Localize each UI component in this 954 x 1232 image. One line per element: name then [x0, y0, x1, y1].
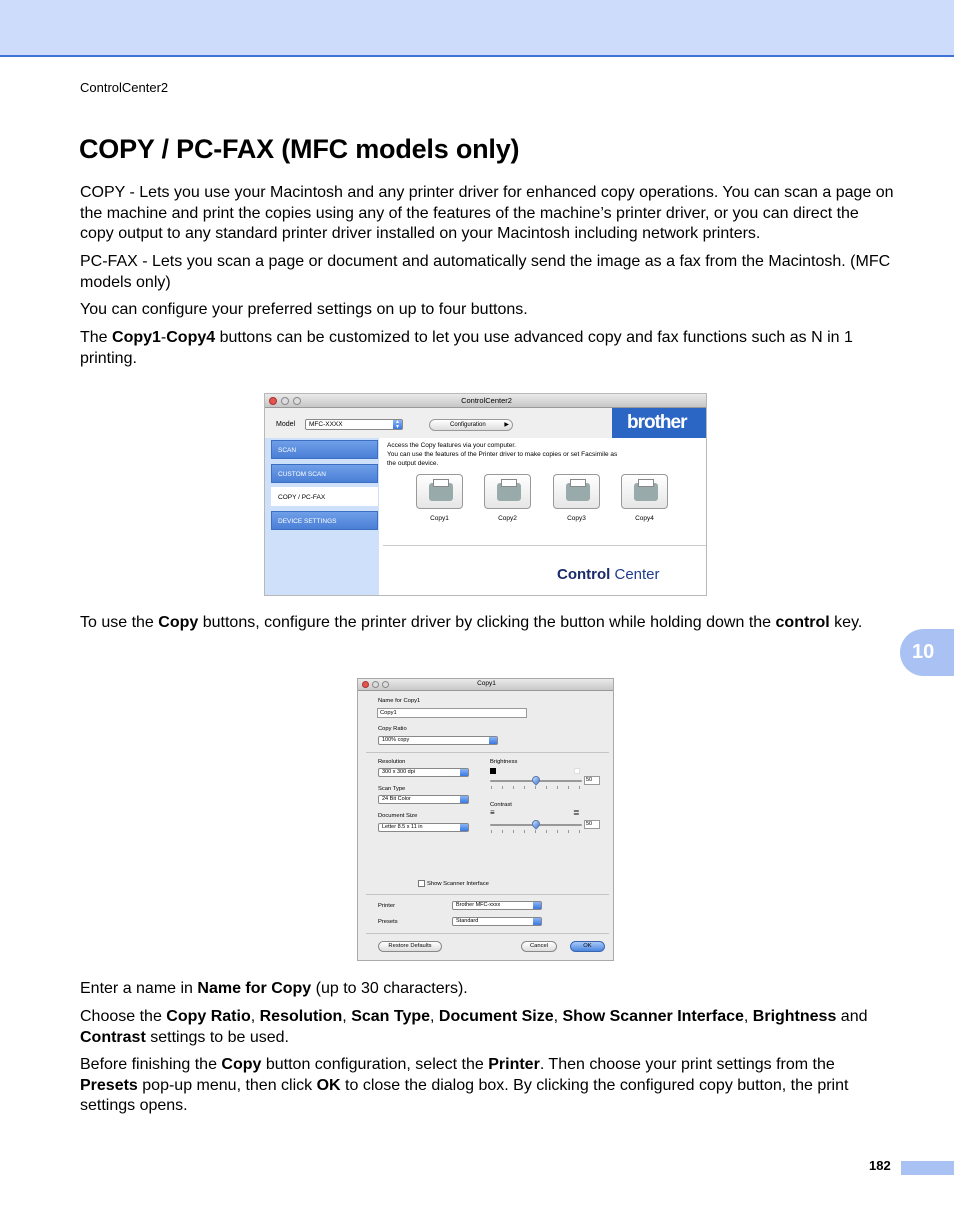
configuration-button[interactable]: [429, 419, 513, 431]
chapter-tab: 10: [900, 629, 954, 676]
model-label: Model: [276, 421, 296, 428]
contrast-slider-thumb[interactable]: [530, 818, 541, 829]
copy2-button[interactable]: [484, 474, 531, 509]
ok-button[interactable]: OK: [570, 941, 605, 952]
paragraph-copy-buttons: The Copy1-Copy4 buttons can be customized to let you use advanced copy and fax functions such as N in 1 printing.: [80, 329, 853, 367]
printer-icon: [429, 483, 453, 501]
paragraph-copy: COPY - Lets you use your Macintosh and any printer driver for enhanced copy operations. You can scan a page on the machine and print the copies using any of the features of the machine’s printer driver, or you can direct the copy output to any standard printer driver installed on your Macintosh including network printers.: [80, 184, 894, 242]
popup-arrows-icon: [460, 824, 468, 831]
high-contrast-icon: ≣: [573, 808, 580, 817]
document-size-select[interactable]: [378, 823, 469, 832]
resolution-label: Resolution: [378, 759, 406, 765]
copy3-label: Copy3: [567, 515, 586, 522]
presets-select[interactable]: [452, 917, 542, 926]
copy-ratio-select[interactable]: [378, 736, 498, 745]
printer-icon: [634, 483, 658, 501]
restore-defaults-button[interactable]: Restore Defaults: [378, 941, 442, 952]
popup-arrows-icon: [460, 796, 468, 803]
brightness-label: Brightness: [490, 759, 518, 765]
document-size-label: Document Size: [378, 813, 418, 819]
sidebar-item-device-settings[interactable]: DEVICE SETTINGS: [271, 511, 378, 530]
copy-ratio-label: Copy Ratio: [378, 726, 407, 732]
document-size-value: Letter 8.5 x 11 in: [382, 824, 423, 830]
printer-icon: [566, 483, 590, 501]
description-line: You can use the features of the Printer driver to make copies or set Facsimile as: [387, 451, 618, 458]
description-line: the output device.: [387, 460, 439, 467]
slider-ticks: [491, 830, 583, 833]
window-titlebar: [265, 394, 707, 408]
copy1-button[interactable]: [416, 474, 463, 509]
name-field[interactable]: Copy1: [377, 708, 527, 718]
running-head: ControlCenter2: [80, 80, 169, 95]
printer-value: Brother MFC-xxxx: [456, 902, 501, 908]
scan-type-value: 24 Bit Color: [382, 796, 411, 802]
presets-value: Standard: [456, 918, 479, 924]
page-number: 182: [869, 1158, 891, 1173]
printer-select[interactable]: [452, 901, 542, 910]
controlcenter-window: [264, 393, 707, 596]
brightness-slider-thumb[interactable]: [530, 774, 541, 785]
printer-label: Printer: [378, 903, 396, 909]
show-scanner-checkbox[interactable]: [418, 880, 425, 887]
printer-icon: [497, 483, 521, 501]
sidebar-item-custom-scan[interactable]: CUSTOM SCAN: [271, 464, 378, 483]
copy-ratio-value: 100% copy: [382, 737, 410, 743]
control-center-logo: Control Center: [557, 566, 660, 583]
popup-arrows-icon: [533, 902, 541, 909]
separator: [366, 752, 609, 753]
separator: [366, 933, 609, 934]
model-value: MFC-XXXX: [309, 421, 343, 428]
paragraph-before-finishing: Before finishing the Copy button configuration, select the Printer. Then choose your print settings from the Presets pop-up menu, then click OK to close the dialog box. By clicking the configured copy button, the print settings opens.: [80, 1056, 849, 1114]
brand-logo: brother: [612, 408, 707, 438]
header-band: [0, 0, 954, 57]
low-contrast-icon: ≡: [490, 808, 495, 817]
paragraph-enter-name: Enter a name in Name for Copy (up to 30 characters).: [80, 980, 468, 997]
scan-type-label: Scan Type: [378, 786, 406, 792]
presets-label: Presets: [378, 919, 398, 925]
triangle-right-icon: ▶: [504, 422, 509, 428]
paragraph-choose-settings: Choose the Copy Ratio, Resolution, Scan Type, Document Size, Show Scanner Interface, Brightness and Contrast settings to be used.: [80, 1008, 868, 1046]
popup-arrows-icon: [460, 769, 468, 776]
brightness-value[interactable]: 50: [584, 776, 600, 785]
page-number-bar: [901, 1161, 954, 1175]
contrast-value[interactable]: 50: [584, 820, 600, 829]
copy3-button[interactable]: [553, 474, 600, 509]
paragraph-pcfax: PC-FAX - Lets you scan a page or document and automatically send the image as a fax from the Macintosh. (MFC models only): [80, 253, 891, 291]
resolution-value: 300 x 300 dpi: [382, 769, 416, 775]
description-line: Access the Copy features via your computer.: [387, 442, 516, 449]
divider: [383, 545, 707, 546]
model-select[interactable]: [305, 419, 403, 430]
name-label: Name for Copy1: [378, 698, 421, 704]
description: [387, 441, 687, 468]
copy1-dialog: [357, 678, 614, 961]
copy2-label: Copy2: [498, 515, 517, 522]
window-title: ControlCenter2: [461, 396, 512, 405]
light-square-icon: [574, 768, 580, 774]
configuration-label: Configuration: [450, 422, 486, 428]
dark-square-icon: [490, 768, 496, 774]
dialog-title: Copy1: [477, 680, 496, 687]
popup-arrows-icon: ▲ ▼: [393, 420, 402, 429]
copy4-button[interactable]: [621, 474, 668, 509]
slider-ticks: [491, 786, 583, 789]
cancel-button[interactable]: Cancel: [521, 941, 557, 952]
paragraph-configure: You can configure your preferred settings on up to four buttons.: [80, 301, 528, 318]
sidebar-item-scan[interactable]: SCAN: [271, 440, 378, 459]
show-scanner-label: Show Scanner Interface: [427, 881, 489, 887]
copy4-label: Copy4: [635, 515, 654, 522]
sidebar: [265, 438, 379, 596]
sidebar-item-copy-pcfax[interactable]: COPY / PC-FAX: [271, 487, 378, 506]
contrast-label: Contrast: [490, 802, 512, 808]
separator: [366, 894, 609, 895]
page-title: COPY / PC-FAX (MFC models only): [79, 134, 520, 164]
popup-arrows-icon: [533, 918, 541, 925]
scan-type-select[interactable]: [378, 795, 469, 804]
paragraph-use-copy: To use the Copy buttons, configure the printer driver by clicking the button while holding down the control key.: [80, 614, 863, 631]
dialog-titlebar: [358, 679, 614, 691]
copy1-label: Copy1: [430, 515, 449, 522]
resolution-select[interactable]: [378, 768, 469, 777]
popup-arrows-icon: [489, 737, 497, 744]
